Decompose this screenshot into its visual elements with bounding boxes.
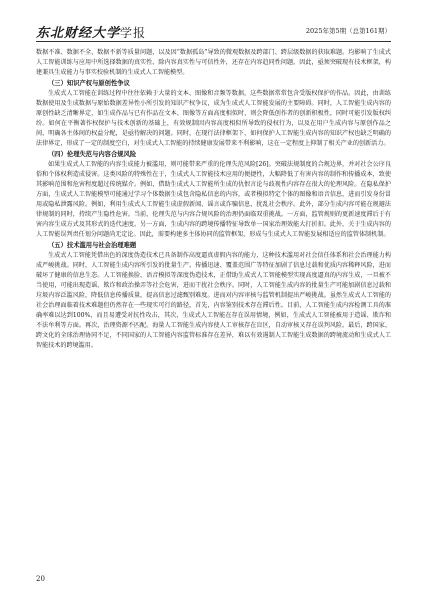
article-body	[36, 48, 391, 351]
page-header	[36, 22, 391, 40]
journal-subtitle: 学报	[120, 26, 147, 40]
paragraph: 如果生成式人工智能的内容生成能力被滥用，则可能带来严重的伦理失范风险[26]。突破法规制度的合规边界，并对社会公序良俗和个体权利造成侵害。这类风险的特殊性在于，生成式人工智能技术应用的便捷性，大幅降低了有害内容的制作和传播成本，致使其影响范围和危害程度超过传统媒介。例如，借助生成式人工智能所生成的仇恨言论与歧视性内容存在很大的伦理风险。在隐私保护方面，生成式人工智能模型可能通过学习个体数据生成包含隐私信息的内容，或者模拟特定个体的图像和语音信息，进而引发身份冒用或隐私泄露风险。例如，利用生成式人工智能生成虚假新闻、谣言或诈骗信息，扰乱社会秩序。此外，部分生成内容可能在规避法律规制的同时，持续产生隐性危害。当前，伦理失范与内容合规风险的治理仍面临双重挑战。一方面，监管规则的更新速度滞后于有害内容生成方式及其形式的迭代速度。另一方面，生成内容的跨境传播特征导致单一国家治理效能大打折扣。此外，关于生成内容的人工智能误判责任划分问题尚无定论。因此，需要构建多主体协同的监管框架，形成与生成式人工智能发展相适应的监管体制机制。	[36, 161, 391, 238]
section-heading: （五）技术滥用与社会治理难题	[48, 242, 137, 249]
paragraph: 生成式人工智能在训练过程中往往依赖于大量的文本、图像和音频等数据，这些数据常常包含受版权保护的作品。因此，由训练数据使用及生成数据与原始数据差异性小所引发的知识产权争议，成为生成式人工智能发展的主要障碍。同时，人工智能生成内容的原创性缺乏清晰界定，如生成作品与已有作品在文本、图像等方面高度相似时，则会降低创作者的创新积极性，同时可能引发版权纠纷。如何在平衡著作权保护与技术创新的基础上，有效规制因内容高度相似所导致的侵权行为，以及在用户生成内容与原创作品之间，明确各主体间的权益分配，是亟待解决的问题。同时，在现行法律框架下，如何保护人工智能生成内容的知识产权也缺乏明确的法律界定，形成了一定的制度空白，对生成式人工智能的持续健康发展带来不利影响，这在一定程度上抑制了相关产业的创新活力。	[36, 90, 391, 147]
section-heading: （四）伦理失范与内容合规风险	[48, 151, 137, 158]
journal-name: 东北财经大学	[36, 26, 121, 41]
paragraph: 生成式人工智能凭借出色的深度伪造技术已具备制作高度逼真虚假内容的能力，这种技术滥用对社会信任体系和社会治理能力构成严峻挑战。同时，人工智能生成内容所引发的批量生产、传播迅速、覆盖范围广等特征加剧了信息过载和优质内容稀释风险，进而破坏了健康的信息生态。人工智能换脸、语音模拟等深度伪造技术，正借助生成式人工智能模型实现高度逼真的内容生成，一旦被不当使用，可能出现造谣、欺诈和政治操弄等社会危害，进而干扰社会秩序。同时，人工智能生成内容的批量生产可能加剧信息过载和垃圾内容泛滥风险，降低信息传播质量，提高信息过滤甄别难度。进而对内容审核与监管机制提出严峻挑战。虽然生成式人工智能的社会治理面临着技术难题但仍然存在一些现实可行的路径，首先，内容鉴别技术存在滞后性。目前，人工智能生成内容检测工具的准确率难以达到100%，而且易遭受对抗性攻击，其次，生成式人工智能在存在误用情境，例如，生成式人工智能被用于造谣、欺诈和不法牟利等方面。再次，治理资源不匹配。海量人工智能生成内容使人工审核存在盲区，自动审核又存在误判风险。最后，跨国家、跨文化的全球治理协同不足，不同国家的人工智能内容监管标准存在差异，难以有效遏制人工智能生成数据的跨境流动和生成式人工智能技术的跨境滥用。	[36, 252, 391, 349]
section-heading: （三）知识产权与原创性争议	[48, 80, 130, 87]
header-rule	[36, 41, 391, 42]
paragraph: 数据不准、数据不全、数据不新等质量问题，以及因“数据孤岛”导致的微观数据及跨部门、跨层级数据的获取难题。均影响了生成式人工智能训练与应用中所选择数据的真实性、除内容真实性与可信性外，还存在内容趋同性问题。因此，亟须突破现有技术框架，构建兼具生成能力与事实校验机制的生成式人工智能模型。	[36, 49, 391, 76]
journal-title	[36, 22, 146, 41]
issue-info: 2025年第5期（总第161期）	[305, 27, 391, 35]
page-number: 20	[36, 575, 45, 583]
